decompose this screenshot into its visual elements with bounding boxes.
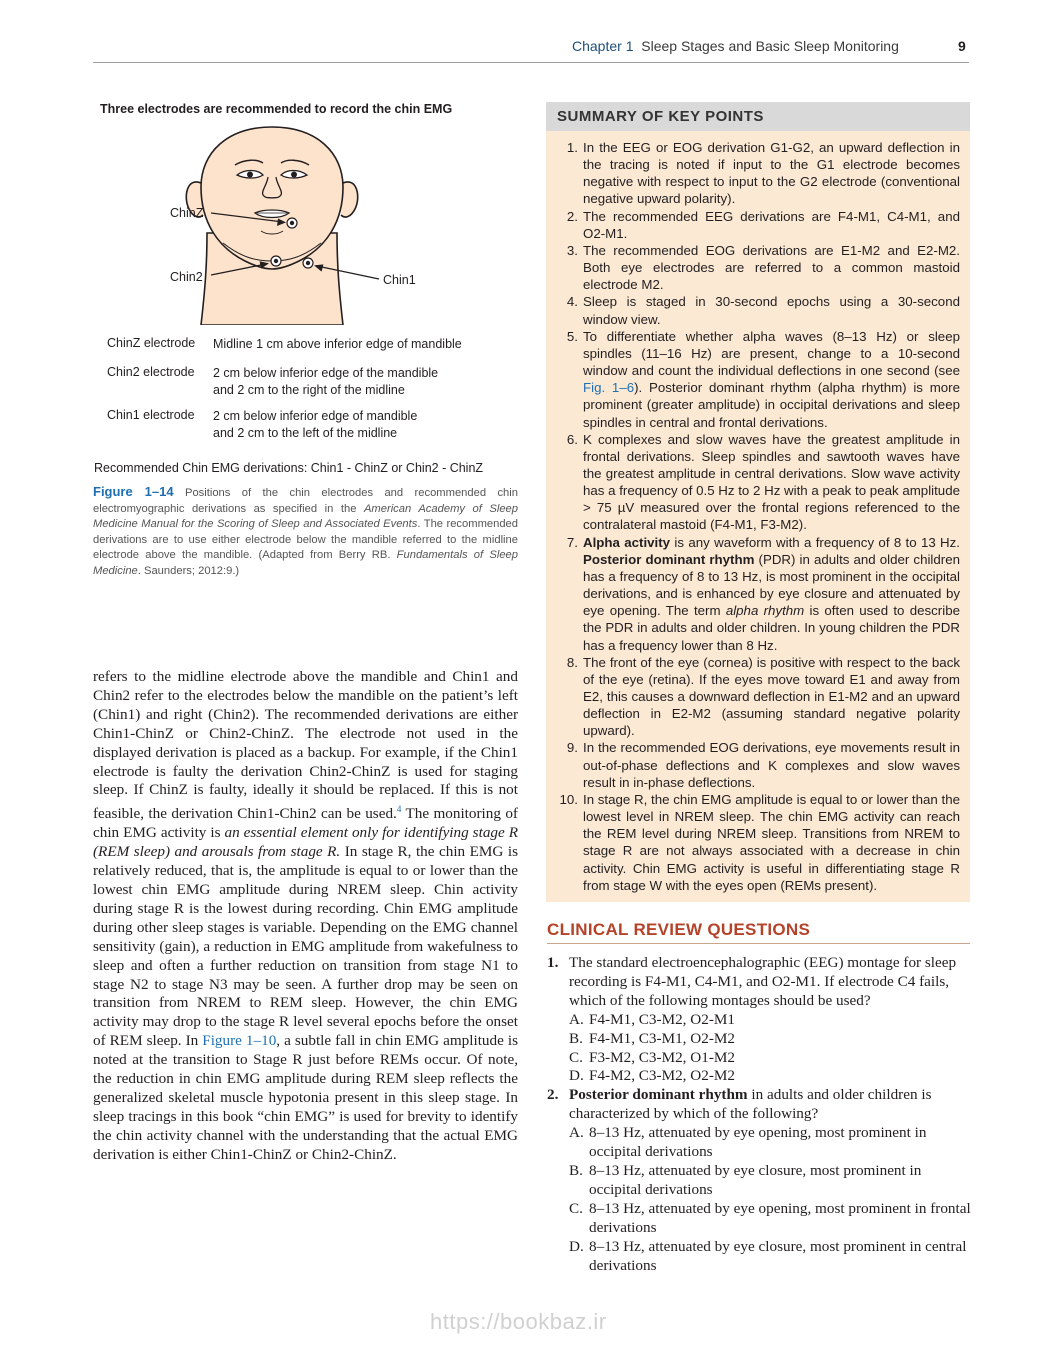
option-text: 8–13 Hz, attenuated by eye opening, most prominent in frontal derivations — [589, 1199, 971, 1236]
item-text: In stage R, the chin EMG amplitude is equal to or lower than the lowest level in NREM sleep. The chin EMG activity can reach the REM level during NREM sleep. Transitions from NREM to stage R are not always associated with a decrease in chin activity. Chin EMG activity is useful in differentiating stage R from stage W with the eyes open (REMs present). — [583, 791, 960, 893]
item-text: is often used to describe the PDR in adults and older children. In young children the PDR has a frequency lower than 8 Hz. — [583, 603, 960, 653]
answer-option — [569, 1030, 971, 1049]
question — [547, 1086, 971, 1275]
caption-text: Positions of the chin electrodes and recommended chin electromyographic derivations as specified in the — [93, 487, 518, 515]
chin1-label: Chin1 — [383, 273, 416, 287]
item-bold: Posterior dominant rhythm — [583, 551, 755, 567]
answer-option — [569, 1238, 971, 1276]
item-number: 6. — [566, 431, 578, 447]
option-letter: A. — [569, 1124, 584, 1142]
question-number: 1. — [547, 954, 559, 971]
body-italic: an essential element only for identifying stage R (REM sleep) and arousals from stage R. — [93, 824, 518, 861]
summary-item — [554, 242, 960, 293]
reference-link[interactable]: 4 — [396, 804, 402, 815]
answer-option — [569, 1049, 971, 1068]
summary-item — [554, 654, 960, 740]
electrode-desc: and 2 cm to the left of the midline — [213, 426, 398, 440]
body-text: In stage R, the chin EMG is relatively reduced, that is, the amplitude is equal to or lower than the lowest chin EMG amplitude during NREM sleep. Chin activity during stage R is the lowest during recording. Chin EMG amplitude during other sleep stages is variable. Depending on the EMG channel sensitivity (gain), a reduction in EMG amplitude from wakefulness to sleep and often a further reduction on transition from stage N1 to stage N2 to stage N3 may be seen. A further drop may be seen on transition from NREM to REM sleep. However, the chin EMG activity may drop to the stage R level several epochs before the onset of REM sleep. In — [93, 843, 518, 1050]
item-number: 4. — [566, 294, 578, 310]
electrode-name: Chin1 electrode — [107, 408, 195, 422]
body-text: refers to the midline electrode above the mandible and Chin1 and Chin2 refer to the electrodes below the mandible on the patient’s left (Chin1) and right (Chin2). The recommended derivations are either Chin1-ChinZ or Chin2-ChinZ. The electrode not used in the displayed derivation is placed as a backup. For example, if the Chin1 electrode is faulty the derivation Chin2-ChinZ is used for staging sleep. If ChinZ is faulty, ideally it should be replaced. If this is not feasible, the derivation Chin1-Chin2 can be used. — [93, 668, 518, 823]
question-number: 2. — [547, 1086, 559, 1104]
item-text: is any waveform with a frequency of 8 to 13 Hz. — [670, 534, 960, 550]
figure-link[interactable]: Figure 1–10 — [202, 1032, 277, 1050]
electrode-name: ChinZ electrode — [107, 336, 196, 350]
summary-item — [554, 208, 960, 242]
caption-italic: Fundamentals of Sleep Medicine — [93, 549, 518, 577]
watermark: https://bookbaz.ir — [430, 1309, 607, 1334]
chapter-title: Sleep Stages and Basic Sleep Monitoring — [641, 38, 899, 54]
summary-item — [554, 328, 960, 431]
item-italic: alpha rhythm — [725, 603, 805, 619]
item-number: 2. — [566, 208, 578, 224]
running-head — [572, 38, 899, 54]
chinz-label: ChinZ — [170, 206, 204, 220]
option-letter: D. — [569, 1067, 584, 1085]
section-heading: CLINICAL REVIEW QUESTIONS — [547, 920, 811, 939]
page-number: 9 — [958, 38, 966, 54]
question-list — [547, 954, 971, 1275]
figure-link[interactable]: Fig. 1–6 — [583, 380, 635, 396]
stem-text: in adults and older children is characterized by which of the following? — [569, 1086, 932, 1123]
item-text: The recommended EEG derivations are F4-M1, C4-M1, and O2-M1. — [583, 208, 960, 241]
summary-item — [554, 534, 960, 654]
item-number: 3. — [566, 242, 578, 258]
option-letter: D. — [569, 1237, 584, 1255]
answer-option — [569, 1124, 971, 1162]
option-letter: C. — [569, 1199, 583, 1217]
option-text: F4-M2, C3-M2, O2-M2 — [589, 1067, 735, 1085]
item-text: (PDR) in adults and older children has a frequency of 8 to 13 Hz, is most prominent in the occipital derivations, and is enhanced by eye closure and attenuated by eye opening. The term — [583, 551, 960, 619]
item-number: 9. — [566, 740, 578, 756]
electrode-name: Chin2 electrode — [107, 365, 195, 379]
option-letter: C. — [569, 1048, 583, 1066]
electrode-desc: and 2 cm to the right of the midline — [213, 383, 405, 397]
option-text: 8–13 Hz, attenuated by eye closure, most prominent in central derivations — [589, 1237, 967, 1274]
summary-item — [554, 739, 960, 790]
chin2-label: Chin2 — [170, 270, 203, 284]
head-electrode-illustration — [165, 125, 380, 325]
electrode-desc: 2 cm below inferior edge of the mandible — [213, 366, 439, 380]
item-text: ). Posterior dominant rhythm (alpha rhythm) is more prominent (greater amplitude) in occipital derivations and sleep spindles in central and frontal derivations. — [583, 380, 960, 430]
summary-title: SUMMARY OF KEY POINTS — [557, 108, 764, 125]
item-text: Sleep is staged in 30-second epochs using a 30-second window view. — [583, 294, 960, 327]
body-paragraph — [93, 668, 518, 1165]
stem-bold: Posterior dominant rhythm — [569, 1086, 748, 1104]
electrode-desc: 2 cm below inferior edge of mandible — [213, 409, 418, 423]
summary-header — [546, 102, 970, 131]
answer-option — [569, 1067, 971, 1086]
item-number: 1. — [566, 140, 578, 155]
option-text: 8–13 Hz, attenuated by eye opening, most prominent in occipital derivations — [589, 1124, 927, 1161]
summary-item — [554, 431, 960, 534]
option-letter: B. — [569, 1161, 583, 1179]
item-text: In the recommended EOG derivations, eye movements result in out-of-phase deflections and K complexes and slow waves result in in-phase deflections. — [583, 740, 960, 790]
body-text: The monitoring of chin EMG activity is — [93, 805, 518, 842]
item-text: In the EEG or EOG derivation G1-G2, an upward deflection in the tracing is noted if input to the G1 electrode becomes negative with respect to input to the G2 electrode (conventional negative upward polarity). — [583, 140, 960, 207]
item-number: 7. — [566, 534, 578, 550]
option-text: F4-M1, C3-M1, O2-M2 — [589, 1029, 735, 1047]
item-text: K complexes and slow waves have the greatest amplitude in frontal derivations. Sleep spindles and sawtooth waves have the greatest amplitude in central derivations. Slow wave activity has a frequency of 0.5 Hz to 2 Hz with a peak to peak amplitude > 75 µV measured over the frontal regions referenced to the contralateral mastoid (F4-M1, F3-M2). — [583, 431, 960, 533]
answer-option — [569, 1200, 971, 1238]
item-number: 10. — [559, 791, 578, 807]
question-stem: The standard electroencephalographic (EEG) montage for sleep recording is F4-M1, C4-M1, and O2-M1. If electrode C4 fails, which of the following montages should be used? — [569, 954, 957, 1009]
option-text: F3-M2, C3-M2, O1-M2 — [589, 1048, 735, 1066]
electrode-desc: Midline 1 cm above inferior edge of mandible — [213, 337, 462, 351]
answer-option — [569, 1011, 971, 1030]
figure-number: Figure 1–14 — [93, 484, 174, 499]
body-text: , a subtle fall in chin EMG amplitude is noted at the transition to Stage R just before REMs occur. Of note, the reduction in chin EMG amplitude during REM sleep reflects the generalized skeletal muscle hypotonia present in this sleep stage. In sleep tracings in this book “chin EMG” is used for brevity to identify the chin activity channel with the understanding that the actual EMG derivation is either Chin1-ChinZ or Chin2-ChinZ. — [93, 1032, 518, 1163]
summary-list — [554, 139, 960, 894]
question — [547, 954, 971, 1086]
question-stem — [569, 1086, 971, 1124]
item-text: The front of the eye (cornea) is positive with respect to the back of the eye (retina). If the eyes move toward E1 and away from E2, this causes a downward deflection in E1-M2 and an upward deflection in E2-M2 (assuming standard negative polarity upward). — [583, 654, 960, 739]
item-text: To differentiate whether alpha waves (8–13 Hz) or sleep spindles (11–16 Hz) are present, change to a 10-second window and count the individual deflections in one second (see — [583, 328, 960, 379]
chapter-label: Chapter 1 — [572, 38, 634, 54]
recommended-derivations: Recommended Chin EMG derivations: Chin1 - ChinZ or Chin2 - ChinZ — [94, 461, 484, 475]
summary-item — [554, 139, 960, 208]
option-text: 8–13 Hz, attenuated by eye closure, most prominent in occipital derivations — [589, 1161, 922, 1198]
item-number: 8. — [566, 654, 578, 670]
summary-item — [554, 293, 960, 327]
item-bold: Alpha activity — [583, 534, 671, 550]
section-divider — [547, 943, 970, 944]
summary-box — [546, 102, 970, 902]
summary-item — [554, 791, 960, 894]
caption-text: . Saunders; 2012:9.) — [137, 564, 240, 577]
option-letter: A. — [569, 1010, 584, 1028]
header-divider — [93, 62, 969, 63]
item-number: 5. — [566, 328, 578, 344]
figure-title: Three electrodes are recommended to record the chin EMG — [100, 102, 453, 116]
option-letter: B. — [569, 1029, 583, 1047]
caption-italic: American Academy of Sleep Medicine Manual for the Scoring of Sleep and Associated Events — [93, 502, 518, 531]
option-text: F4-M1, C3-M2, O2-M1 — [589, 1010, 735, 1028]
item-text: The recommended EOG derivations are E1-M2 and E2-M2. Both eye electrodes are referred to a common mastoid electrode M2. — [583, 242, 960, 293]
figure-caption — [93, 484, 518, 580]
answer-option — [569, 1162, 971, 1200]
caption-text: . The recommended derivations are to use either electrode below the mandible referred to the midline electrode above the mandible. (Adapted from Berry RB. — [93, 518, 518, 562]
